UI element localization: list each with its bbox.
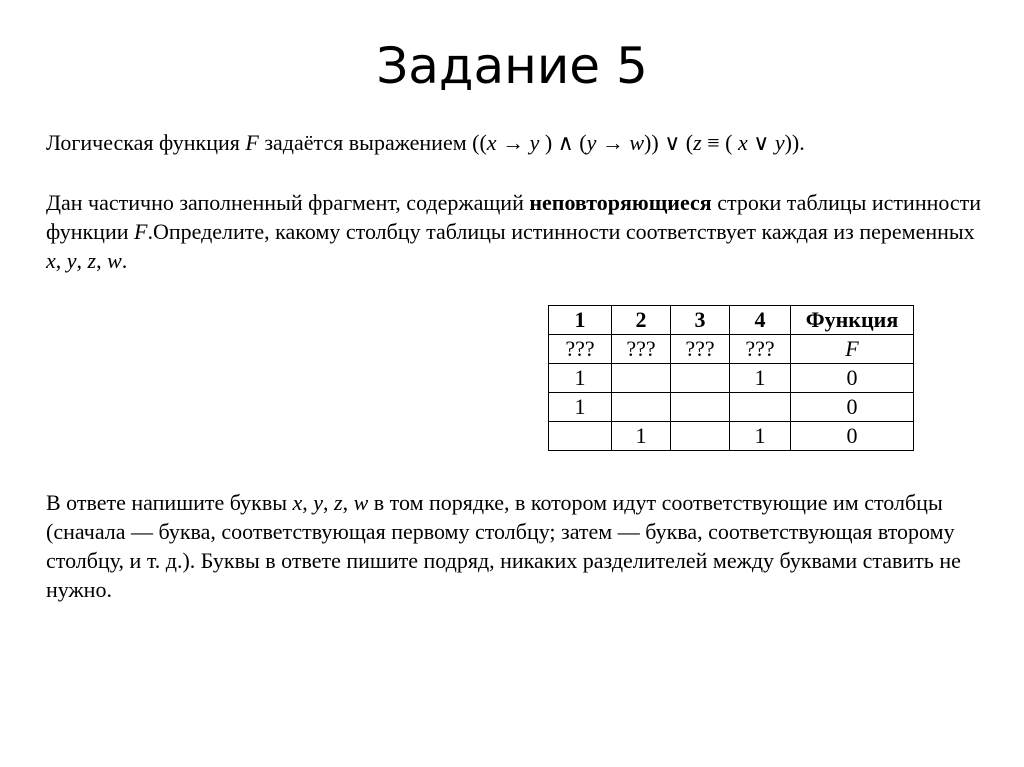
table-cell: ??? <box>612 335 671 364</box>
table-cell: 0 <box>791 364 914 393</box>
table-row <box>549 335 914 364</box>
text-span: В ответе напишите буквы <box>46 490 293 515</box>
text-span: → <box>496 130 530 155</box>
text-span: задаётся выражением (( <box>258 130 487 155</box>
table-header-cell: 3 <box>671 306 730 335</box>
variable: x <box>46 248 56 273</box>
text-span: ≡ ( <box>701 130 738 155</box>
text-span: строки таблицы истинности функции <box>46 190 982 244</box>
table-row <box>549 393 914 422</box>
variable: x <box>486 130 497 155</box>
table-cell <box>612 393 671 422</box>
variable: z <box>87 248 97 273</box>
function-name: F <box>245 130 259 155</box>
variable: x <box>737 130 748 155</box>
text-span: )) ∨ ( <box>644 130 694 155</box>
text-span: . <box>121 248 128 273</box>
table-cell: 0 <box>791 422 914 451</box>
text-span: ) ∧ ( <box>539 130 587 155</box>
table-row <box>549 364 914 393</box>
text-span: , <box>302 490 314 515</box>
table-header-cell: 1 <box>549 306 612 335</box>
table-cell: 1 <box>549 393 612 422</box>
text-span: ∨ <box>747 130 775 155</box>
table-cell: ??? <box>549 335 612 364</box>
table-cell <box>730 393 791 422</box>
table-cell: F <box>791 335 914 364</box>
text-span: , <box>323 490 335 515</box>
text-span: Логическая функция <box>46 130 246 155</box>
text-span: )). <box>784 130 805 155</box>
text-span: в том порядке, в котором идут соответствующие им столбцы (сначала — буква, соответствующая первому столбцу; затем — буква, соответствующая второму столбцу, и т. д.). Буквы в ответе пишите подряд, никаких разделителей между буквами ставить не нужно. <box>46 490 961 602</box>
text-span: , <box>96 248 108 273</box>
text-span: , <box>342 490 354 515</box>
table-cell: 1 <box>549 364 612 393</box>
function-name: F <box>134 219 148 244</box>
variable: w <box>353 490 369 515</box>
table-cell: ??? <box>671 335 730 364</box>
emphasis-text: неповторяющиеся <box>529 190 712 215</box>
page-title: Задание 5 <box>376 37 648 95</box>
variable: w <box>629 130 645 155</box>
table-cell: ??? <box>730 335 791 364</box>
answer-instructions-paragraph <box>46 488 986 604</box>
variable: z <box>693 130 702 155</box>
table-header-cell: Функция <box>791 306 914 335</box>
table-header-row <box>549 306 914 335</box>
table-header-cell: 2 <box>612 306 671 335</box>
text-span: Дан частично заполненный фрагмент, содержащий <box>46 190 530 215</box>
variable: y <box>586 130 597 155</box>
variable: z <box>334 490 343 515</box>
table-cell <box>671 364 730 393</box>
table-cell: 1 <box>730 422 791 451</box>
table-cell <box>549 422 612 451</box>
text-span: , <box>55 248 67 273</box>
text-span: .Определите, какому столбцу таблицы истинности соответствует каждая из переменных <box>147 219 975 244</box>
task-expression-paragraph <box>46 128 986 157</box>
table-header-cell: 4 <box>730 306 791 335</box>
table-cell: 0 <box>791 393 914 422</box>
table-cell <box>671 393 730 422</box>
text-span: → <box>596 130 630 155</box>
variable: y <box>529 130 540 155</box>
table-cell <box>671 422 730 451</box>
variable: y <box>774 130 785 155</box>
truth-table <box>548 305 914 451</box>
variable: y <box>313 490 324 515</box>
table-cell: 1 <box>730 364 791 393</box>
text-span: , <box>76 248 88 273</box>
table-cell: 1 <box>612 422 671 451</box>
variable: y <box>66 248 77 273</box>
table-row <box>549 422 914 451</box>
table-cell <box>612 364 671 393</box>
variable: w <box>107 248 122 273</box>
task-description-paragraph <box>46 188 986 275</box>
variable: x <box>292 490 303 515</box>
